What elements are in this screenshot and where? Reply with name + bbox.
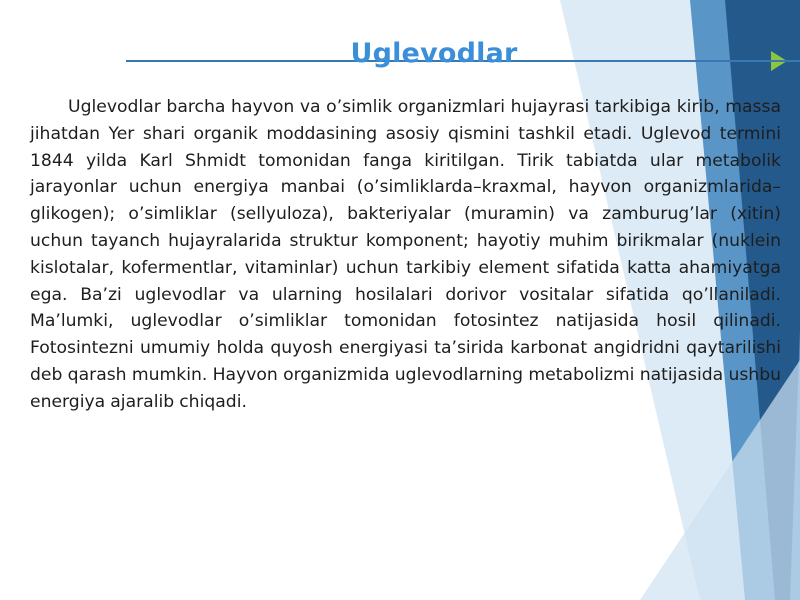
body-paragraph: Uglevodlar barcha hayvon va o’simlik organizmlari hujayrasi tarkibiga kirib, massa jihatdan Yer shari organik moddasining asosiy qismini tashkil etadi. Uglevod termini 1844 yilda Karl Shmidt tomonidan fanga kiritilgan. Tirik tabiatda ular metabolik jarayonlar uchun energiya manbai (o’simliklarda–kraxmal, hayvon organizmlarida–glikogen); o’simliklar (sellyuloza), bakteriyalar (muramin) va zamburug’lar (xitin) uchun tayanch hujayralarida struktur komponent; hayotiy muhim birikmalar (nuklein kislotalar, kofermentlar, vitaminlar) uchun tarkibiy element sifatida katta ahamiyatga ega. Ba’zi uglevodlar va ularning hosilalari dorivor vositalar sifatida qo’llaniladi. Ma’lumki, uglevodlar o’simliklar tomonidan fotosintez natijasida hosil qilinadi. Fotosintezni umumiy holda quyosh energiyasi ta’sirida karbonat angidridni qaytarilishi deb qarash mumkin. Hayvon organizmida uglevodlarning metabolizmi natijasida ushbu energiya ajaralib chiqadi.: [30, 97, 781, 412]
slide-title: Uglevodlar: [350, 38, 518, 69]
